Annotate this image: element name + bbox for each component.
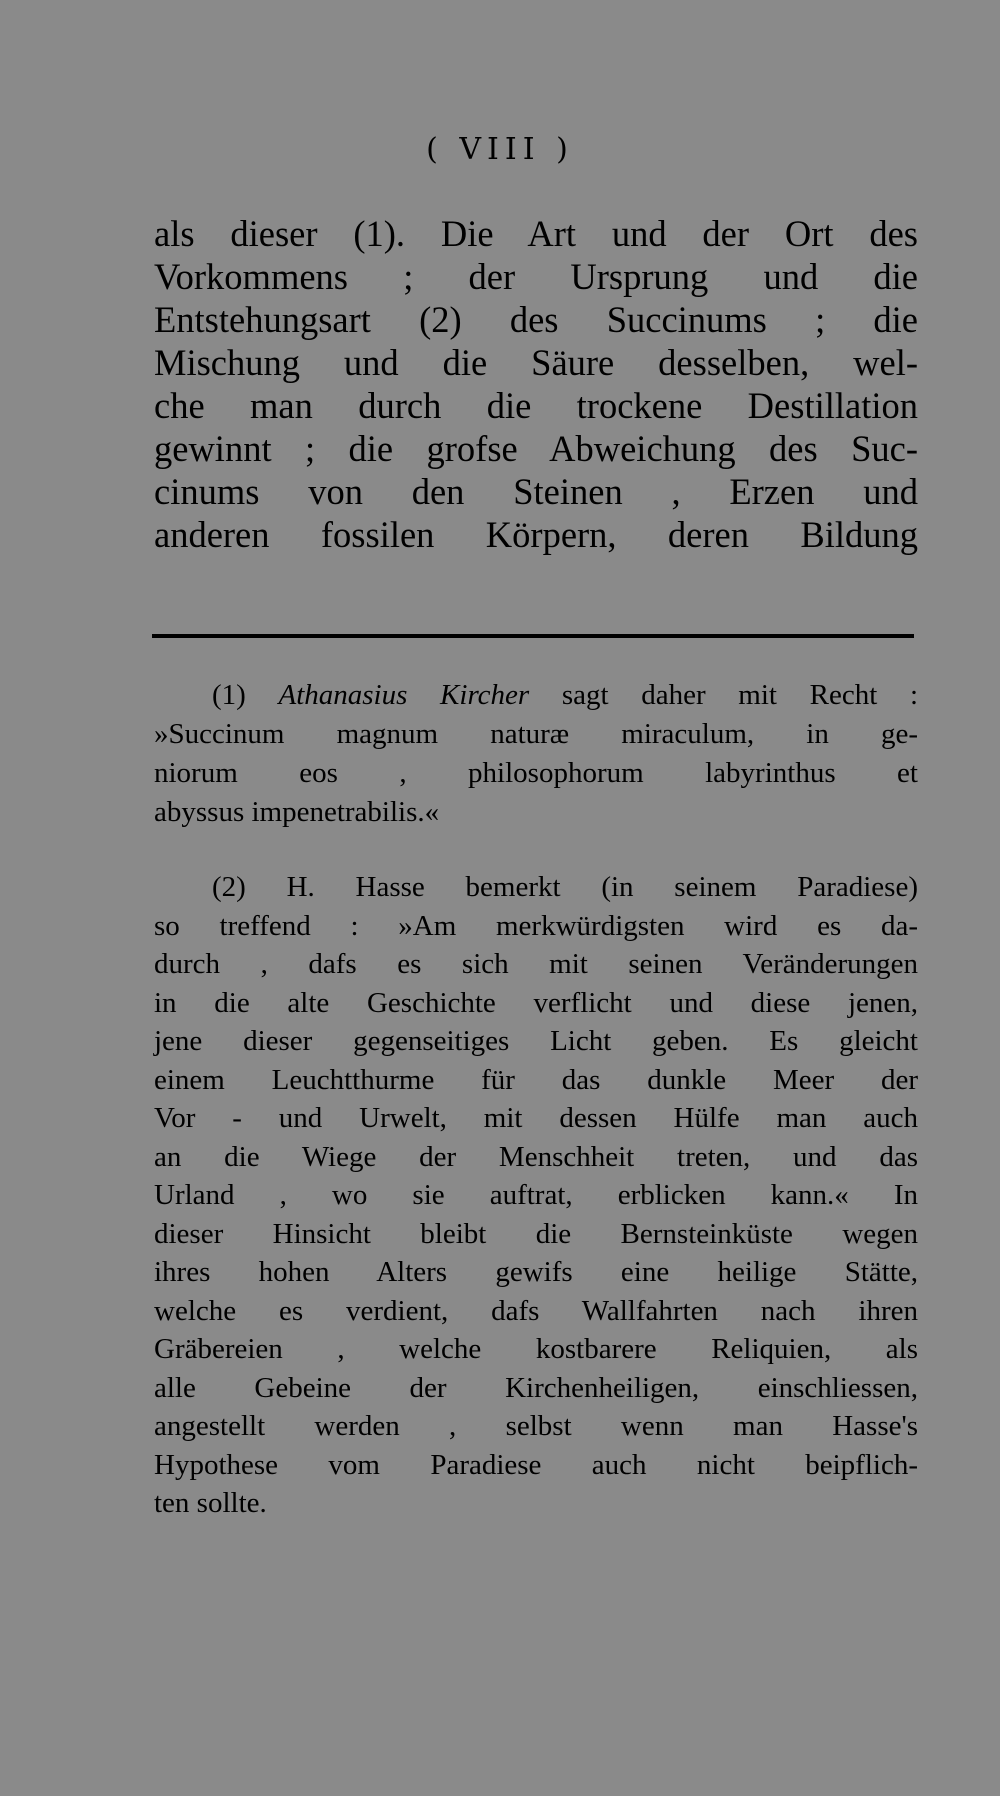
footnote-line: in die alte Geschichte verflicht und diese jenen, <box>154 986 918 1019</box>
footnote-line: jene dieser gegenseitiges Licht geben. Es gleicht <box>154 1025 918 1057</box>
main-text-line: Entstehungsart (2) des Succinums ; die <box>154 299 918 340</box>
footnote-line: an die Wiege der Menschheit treten, und das <box>154 1140 918 1173</box>
main-text-line: Mischung und die Säure desselben, wel- <box>154 342 918 383</box>
footnote-line: welche es verdient, dafs Wallfahrten nach ihren <box>154 1294 918 1327</box>
footnote-line: einem Leuchtthurme für das dunkle Meer der <box>154 1063 918 1096</box>
footnote-line: »Succinum magnum naturæ miraculum, in ge- <box>154 718 918 750</box>
main-text-line: anderen fossilen Körpern, deren Bildung <box>154 514 918 555</box>
footnote-1 <box>154 676 918 832</box>
footnote-line: angestellt werden , selbst wenn man Hasse's <box>154 1410 918 1442</box>
footnote-line: so treffend : »Am merkwürdigsten wird es da- <box>154 909 918 942</box>
footnote-line: durch , dafs es sich mit seinen Veränderungen <box>154 948 918 980</box>
footnote-line: ten sollte. <box>154 1487 267 1519</box>
footnote-line: alle Gebeine der Kirchenheiligen, einschliessen, <box>154 1371 918 1404</box>
footnote-line: niorum eos , philosophorum labyrinthus et <box>154 757 918 789</box>
footnote-2 <box>154 868 918 1523</box>
footnote-1-first-line <box>154 676 918 715</box>
footnote-divider-rule <box>152 634 914 638</box>
footnote-1-first-line-rest: sagt daher mit Recht : <box>561 679 919 711</box>
footnote-line: (2) H. Hasse bemerkt (in seinem Paradiese) <box>212 871 918 903</box>
footnote-line: dieser Hinsicht bleibt die Bernsteinküste wegen <box>154 1217 918 1250</box>
main-text-line: gewinnt ; die grofse Abweichung des Suc- <box>154 428 918 469</box>
main-text-block <box>154 212 918 556</box>
footnote-line: ihres hohen Alters gewifs eine heilige Stätte, <box>154 1256 918 1288</box>
main-text-line: cinums von den Steinen , Erzen und <box>154 471 918 512</box>
footnote-line: Vor - und Urwelt, mit dessen Hülfe man auch <box>154 1102 918 1134</box>
footnote-line: Hypothese vom Paradiese auch nicht beipflich- <box>154 1448 918 1481</box>
main-text-line: Vorkommens ; der Ursprung und die <box>154 256 918 297</box>
main-text-line: che man durch die trockene Destillation <box>154 385 918 426</box>
footnote-1-author: Athanasius Kircher <box>278 679 530 711</box>
footnote-line: Gräbereien , welche kostbarere Reliquien, als <box>154 1333 918 1365</box>
footnote-line: abyssus impenetrabilis.« <box>154 796 440 828</box>
page-number-header: ( VIII ) <box>426 132 574 167</box>
main-text-line: als dieser (1). Die Art und der Ort des <box>154 213 918 254</box>
footnote-line: Urland , wo sie auftrat, erblicken kann.« In <box>154 1179 918 1211</box>
footnote-1-marker: (1) <box>212 679 246 711</box>
